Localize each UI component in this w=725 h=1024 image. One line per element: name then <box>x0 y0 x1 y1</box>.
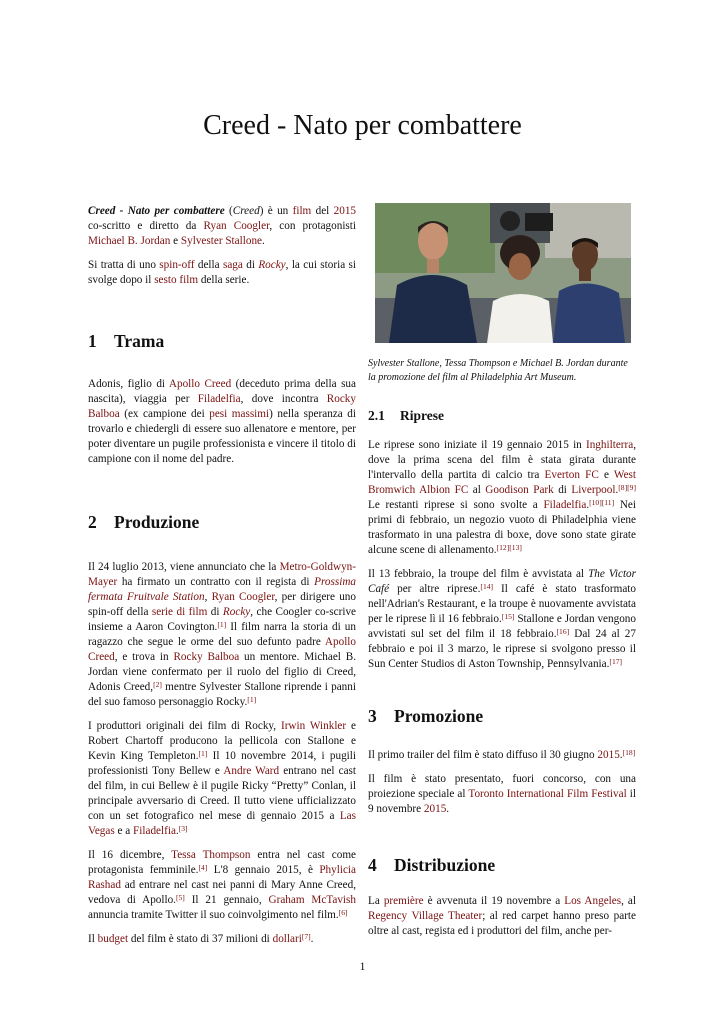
citation-link[interactable]: [15] <box>501 612 515 621</box>
wiki-link[interactable]: Ryan Coogler <box>211 591 275 603</box>
text-run: Il 21 gennaio, <box>184 894 269 906</box>
wiki-link[interactable]: Los Angeles <box>564 895 622 907</box>
paragraph <box>88 848 356 923</box>
page-number: 1 <box>359 961 366 973</box>
wiki-link[interactable]: Rocky <box>258 259 286 271</box>
wiki-link[interactable]: saga <box>222 259 243 271</box>
text-run: . <box>310 933 314 945</box>
paragraph <box>368 567 636 672</box>
wiki-link[interactable]: Filadelfia <box>197 393 241 405</box>
text-run: di <box>242 259 259 271</box>
text-run: entra nel cast come protagonista femminile. <box>88 849 356 876</box>
wiki-link[interactable]: pesi massimi <box>209 408 270 420</box>
wiki-link[interactable]: Inghilterra <box>585 439 634 451</box>
paragraph <box>88 204 356 249</box>
citation-link[interactable]: [17] <box>609 657 623 666</box>
text-run: e <box>170 235 181 247</box>
text-run: un mentore. Michael B. Jordan viene confermato per il ruolo del figlio di Creed, Adonis Creed, <box>88 651 356 693</box>
text-run: ) nella speranza di trovarlo e chiedergli di essere suo allenatore e mentore, per poter diventare un pugile professionista e vincere il titolo di campione con il nome del padre. <box>88 408 356 465</box>
wiki-link[interactable]: Regency Village Theater <box>368 910 483 922</box>
text-run: The Victor Café <box>368 568 636 595</box>
paragraph <box>88 377 356 467</box>
section-heading-produzione: 2 Produzione <box>88 512 200 532</box>
photo-illustration <box>375 203 631 343</box>
text-run: , dove la prima scena del film è stata girata durante l'intervallo della partita di calcio tra <box>368 439 636 481</box>
text-run: e Robert Chartoff producono la pellicola con Stallone e Kevin King Templeton. <box>88 720 356 762</box>
text-run: co-scritto e diretto da <box>88 220 204 232</box>
citation-link[interactable]: [1] <box>217 620 227 629</box>
film-promotion-photo <box>375 203 631 343</box>
intro <box>88 204 356 288</box>
citation-link[interactable]: [7] <box>301 932 311 941</box>
text-run: . <box>175 825 179 837</box>
text-run: Il 10 novembre 2014, i pugili professionisti Tony Bellew e <box>88 750 356 777</box>
wiki-link[interactable]: Sylvester Stallone <box>180 235 263 247</box>
text-run: al <box>468 484 486 496</box>
text-run: della serie. <box>198 274 250 286</box>
paragraph <box>88 719 356 839</box>
text-run: (ex campione dei <box>119 408 210 420</box>
text-run: entrano nel cast del film, in cui Bellew è il pugile Ricky “Pretty” Conlan, il principale avversario di Creed. Il tutto viene ufficializzato con un set fotografico nel mese di gennaio 2015 a <box>88 765 357 822</box>
section-heading-promozione: 3 Promozione <box>368 706 484 726</box>
wiki-link[interactable]: budget <box>97 933 129 945</box>
section-produzione-text <box>88 560 356 947</box>
wiki-link[interactable]: 2015 <box>597 749 620 761</box>
text-run: Le riprese sono iniziate il 19 gennaio 2015 in <box>368 439 586 451</box>
text-run: ha firmato un contratto con il regista di <box>117 576 315 588</box>
text-run: Il <box>88 933 98 945</box>
text-run: del <box>311 205 334 217</box>
wiki-link[interactable]: dollari <box>272 933 302 945</box>
wiki-link[interactable]: West Bromwich Albion FC <box>368 469 636 496</box>
text-run: della <box>194 259 223 271</box>
paragraph <box>368 438 636 558</box>
wiki-link[interactable]: Rocky Balboa <box>88 393 356 420</box>
text-run: , al <box>621 895 636 907</box>
text-run: Si tratta di uno <box>88 259 160 271</box>
wiki-link[interactable]: Las Vegas <box>88 810 356 837</box>
text-run: (deceduto prima della sua nascita), viaggia per <box>88 378 356 405</box>
text-run: Creed <box>232 205 260 217</box>
text-run: di <box>553 484 572 496</box>
wiki-link[interactable]: Graham McTavish <box>268 894 356 906</box>
text-run: del film è stato di 37 milioni di <box>128 933 273 945</box>
citation-link[interactable]: [6] <box>338 908 348 917</box>
text-run: I produttori originali dei film di Rocky, <box>88 720 281 732</box>
section-heading-riprese: 2.1 Riprese <box>368 408 444 423</box>
text-run: e a <box>114 825 134 837</box>
text-run: L'8 gennaio 2015, è <box>207 864 320 876</box>
text-run: , <box>204 591 212 603</box>
wiki-link[interactable]: sesto film <box>154 274 199 286</box>
wiki-link[interactable]: Metro-Goldwyn-Mayer <box>88 561 356 588</box>
text-run: . <box>446 803 450 815</box>
paragraph <box>368 748 636 763</box>
text-run: Il 24 luglio 2013, viene annunciato che la <box>88 561 280 573</box>
text-run: . <box>262 235 265 247</box>
wiki-link[interactable]: Rocky Balboa <box>173 651 240 663</box>
text-run: annuncia tramite Twitter il suo coinvolgimento nel film. <box>88 909 339 921</box>
wiki-link[interactable]: film <box>292 205 312 217</box>
text-run: è avvenuta il 19 novembre a <box>423 895 565 907</box>
text-run: Il film è stato presentato, fuori concorso, con una proiezione speciale al <box>368 773 636 800</box>
section-trama-text <box>88 377 356 467</box>
text-run: per altre riprese. <box>389 583 481 595</box>
photo-caption: Sylvester Stallone, Tessa Thompson e Michael B. Jordan durante la promozione del film al Philadelphia Art Museum. <box>368 358 628 383</box>
citation-link[interactable]: [3] <box>178 824 188 833</box>
text-run: , la cui storia si svolge dopo il <box>88 259 356 286</box>
text-run: Il 16 dicembre, <box>88 849 172 861</box>
text-run: La <box>368 895 384 907</box>
wiki-link[interactable]: Toronto International Film Festival <box>468 788 627 800</box>
paragraph <box>88 560 356 710</box>
paragraph <box>88 258 356 288</box>
text-run: mentre Sylvester Stallone riprende i panni del suo famoso personaggio Rocky. <box>88 681 356 708</box>
text-run: ; al red carpet hanno preso parte oltre al cast, regista ed i produttori del film, anche per- <box>368 910 636 937</box>
section-riprese-text <box>368 438 636 672</box>
wiki-link[interactable]: Rocky <box>222 606 251 618</box>
text-run: ( <box>224 205 233 217</box>
text-run: ad entrare nel cast nei panni di Mary Anne Creed, vedova di Apollo. <box>88 879 356 906</box>
wiki-link[interactable]: spin-off <box>159 259 195 271</box>
citation-link[interactable]: [1] <box>247 695 257 704</box>
wiki-link[interactable]: Liverpool <box>571 484 616 496</box>
section-promozione-text <box>368 748 636 817</box>
text-run: Le restanti riprese si sono svolte a <box>368 499 544 511</box>
text-run: . <box>586 499 590 511</box>
paragraph <box>368 772 636 817</box>
text-run: , con protagonisti <box>269 220 356 232</box>
text-run: . <box>615 484 619 496</box>
wiki-link[interactable]: Irwin Winkler <box>280 720 347 732</box>
text-run: e <box>598 469 614 481</box>
text-run: Adonis, figlio di <box>88 378 169 390</box>
text-run: ) è un <box>259 205 293 217</box>
section-heading-distribuzione: 4 Distribuzione <box>368 855 496 875</box>
citation-link[interactable]: [12][13] <box>496 543 522 552</box>
citation-link[interactable]: [14] <box>480 582 494 591</box>
paragraph <box>88 932 356 947</box>
text-run: , per dirigere uno spin-off della <box>88 591 356 618</box>
text-run: . <box>619 749 623 761</box>
citation-link[interactable]: [1] <box>198 749 208 758</box>
text-run: di <box>207 606 223 618</box>
text-run: , dove incontra <box>240 393 327 405</box>
citation-link[interactable]: [10][11] <box>589 498 615 507</box>
wiki-link[interactable]: Andre Ward <box>223 765 280 777</box>
wiki-link[interactable]: Phylicia Rashad <box>88 864 356 891</box>
wiki-link[interactable]: Apollo Creed <box>88 636 356 663</box>
text-run: Stallone e Jordan vengono avvistati sul set del film il 18 febbraio. <box>368 613 636 640</box>
text-run: , e trova in <box>114 651 174 663</box>
wiki-link[interactable]: Prossima fermata Fruitvale Station <box>88 576 356 603</box>
citation-link[interactable]: [18] <box>622 748 636 757</box>
wiki-link[interactable]: première <box>383 895 424 907</box>
text-run: Il 13 febbraio, la troupe del film è avvistata al <box>368 568 589 580</box>
wiki-link[interactable]: Everton FC <box>544 469 599 481</box>
text-run: Creed - Nato per combattere <box>88 205 225 217</box>
text-run: Il café è stato trasformato nell'Adrian's Restaurant, e la troupe è nuovamente avvistata per le riprese lì il 16 febbraio. <box>368 583 636 625</box>
section-heading-trama: 1 Trama <box>88 331 165 351</box>
wiki-link[interactable]: Filadelfia <box>133 825 176 837</box>
wiki-link[interactable]: Michael B. Jordan <box>88 235 171 247</box>
wiki-link[interactable]: serie di film <box>151 606 208 618</box>
wiki-link[interactable]: 2015 <box>333 205 356 217</box>
text-run: Il film narra la storia di un ragazzo che segue le orme del suo defunto padre <box>88 621 356 648</box>
paragraph <box>368 894 636 939</box>
wiki-link[interactable]: 2015 <box>423 803 447 815</box>
citation-link[interactable]: [8][9] <box>618 483 636 492</box>
text-run: il 9 novembre <box>368 788 636 815</box>
wiki-link[interactable]: Goodison Park <box>485 484 554 496</box>
wiki-link[interactable]: Filadelfia <box>543 499 587 511</box>
wiki-link[interactable]: Apollo Creed <box>168 378 232 390</box>
text-run: , che Coogler co-scrive insieme a Aaron Covington. <box>88 606 356 633</box>
citation-link[interactable]: [16] <box>556 627 570 636</box>
text-run: Il primo trailer del film è stato diffuso il 30 giugno <box>368 749 598 761</box>
wiki-link[interactable]: Ryan Coogler <box>203 220 270 232</box>
citation-link[interactable]: [5] <box>175 893 185 902</box>
section-distribuzione-text <box>368 894 636 939</box>
wiki-link[interactable]: Tessa Thompson <box>171 849 251 861</box>
text-run: Dal 24 al 27 febbraio e poi il 3 marzo, le riprese si svolgono presso il Sun Center Studios di Aston Township, Pennsylvania. <box>368 628 636 670</box>
text-run: Nei primi di febbraio, un negozio vuoto di Philadelphia viene trasformato in una palestra di boxe, dove sono state girate alcune scene di allenamento. <box>368 499 637 556</box>
citation-link[interactable]: [4] <box>198 863 208 872</box>
citation-link[interactable]: [2] <box>153 680 162 689</box>
page-title: Creed - Nato per combattere <box>203 110 522 141</box>
